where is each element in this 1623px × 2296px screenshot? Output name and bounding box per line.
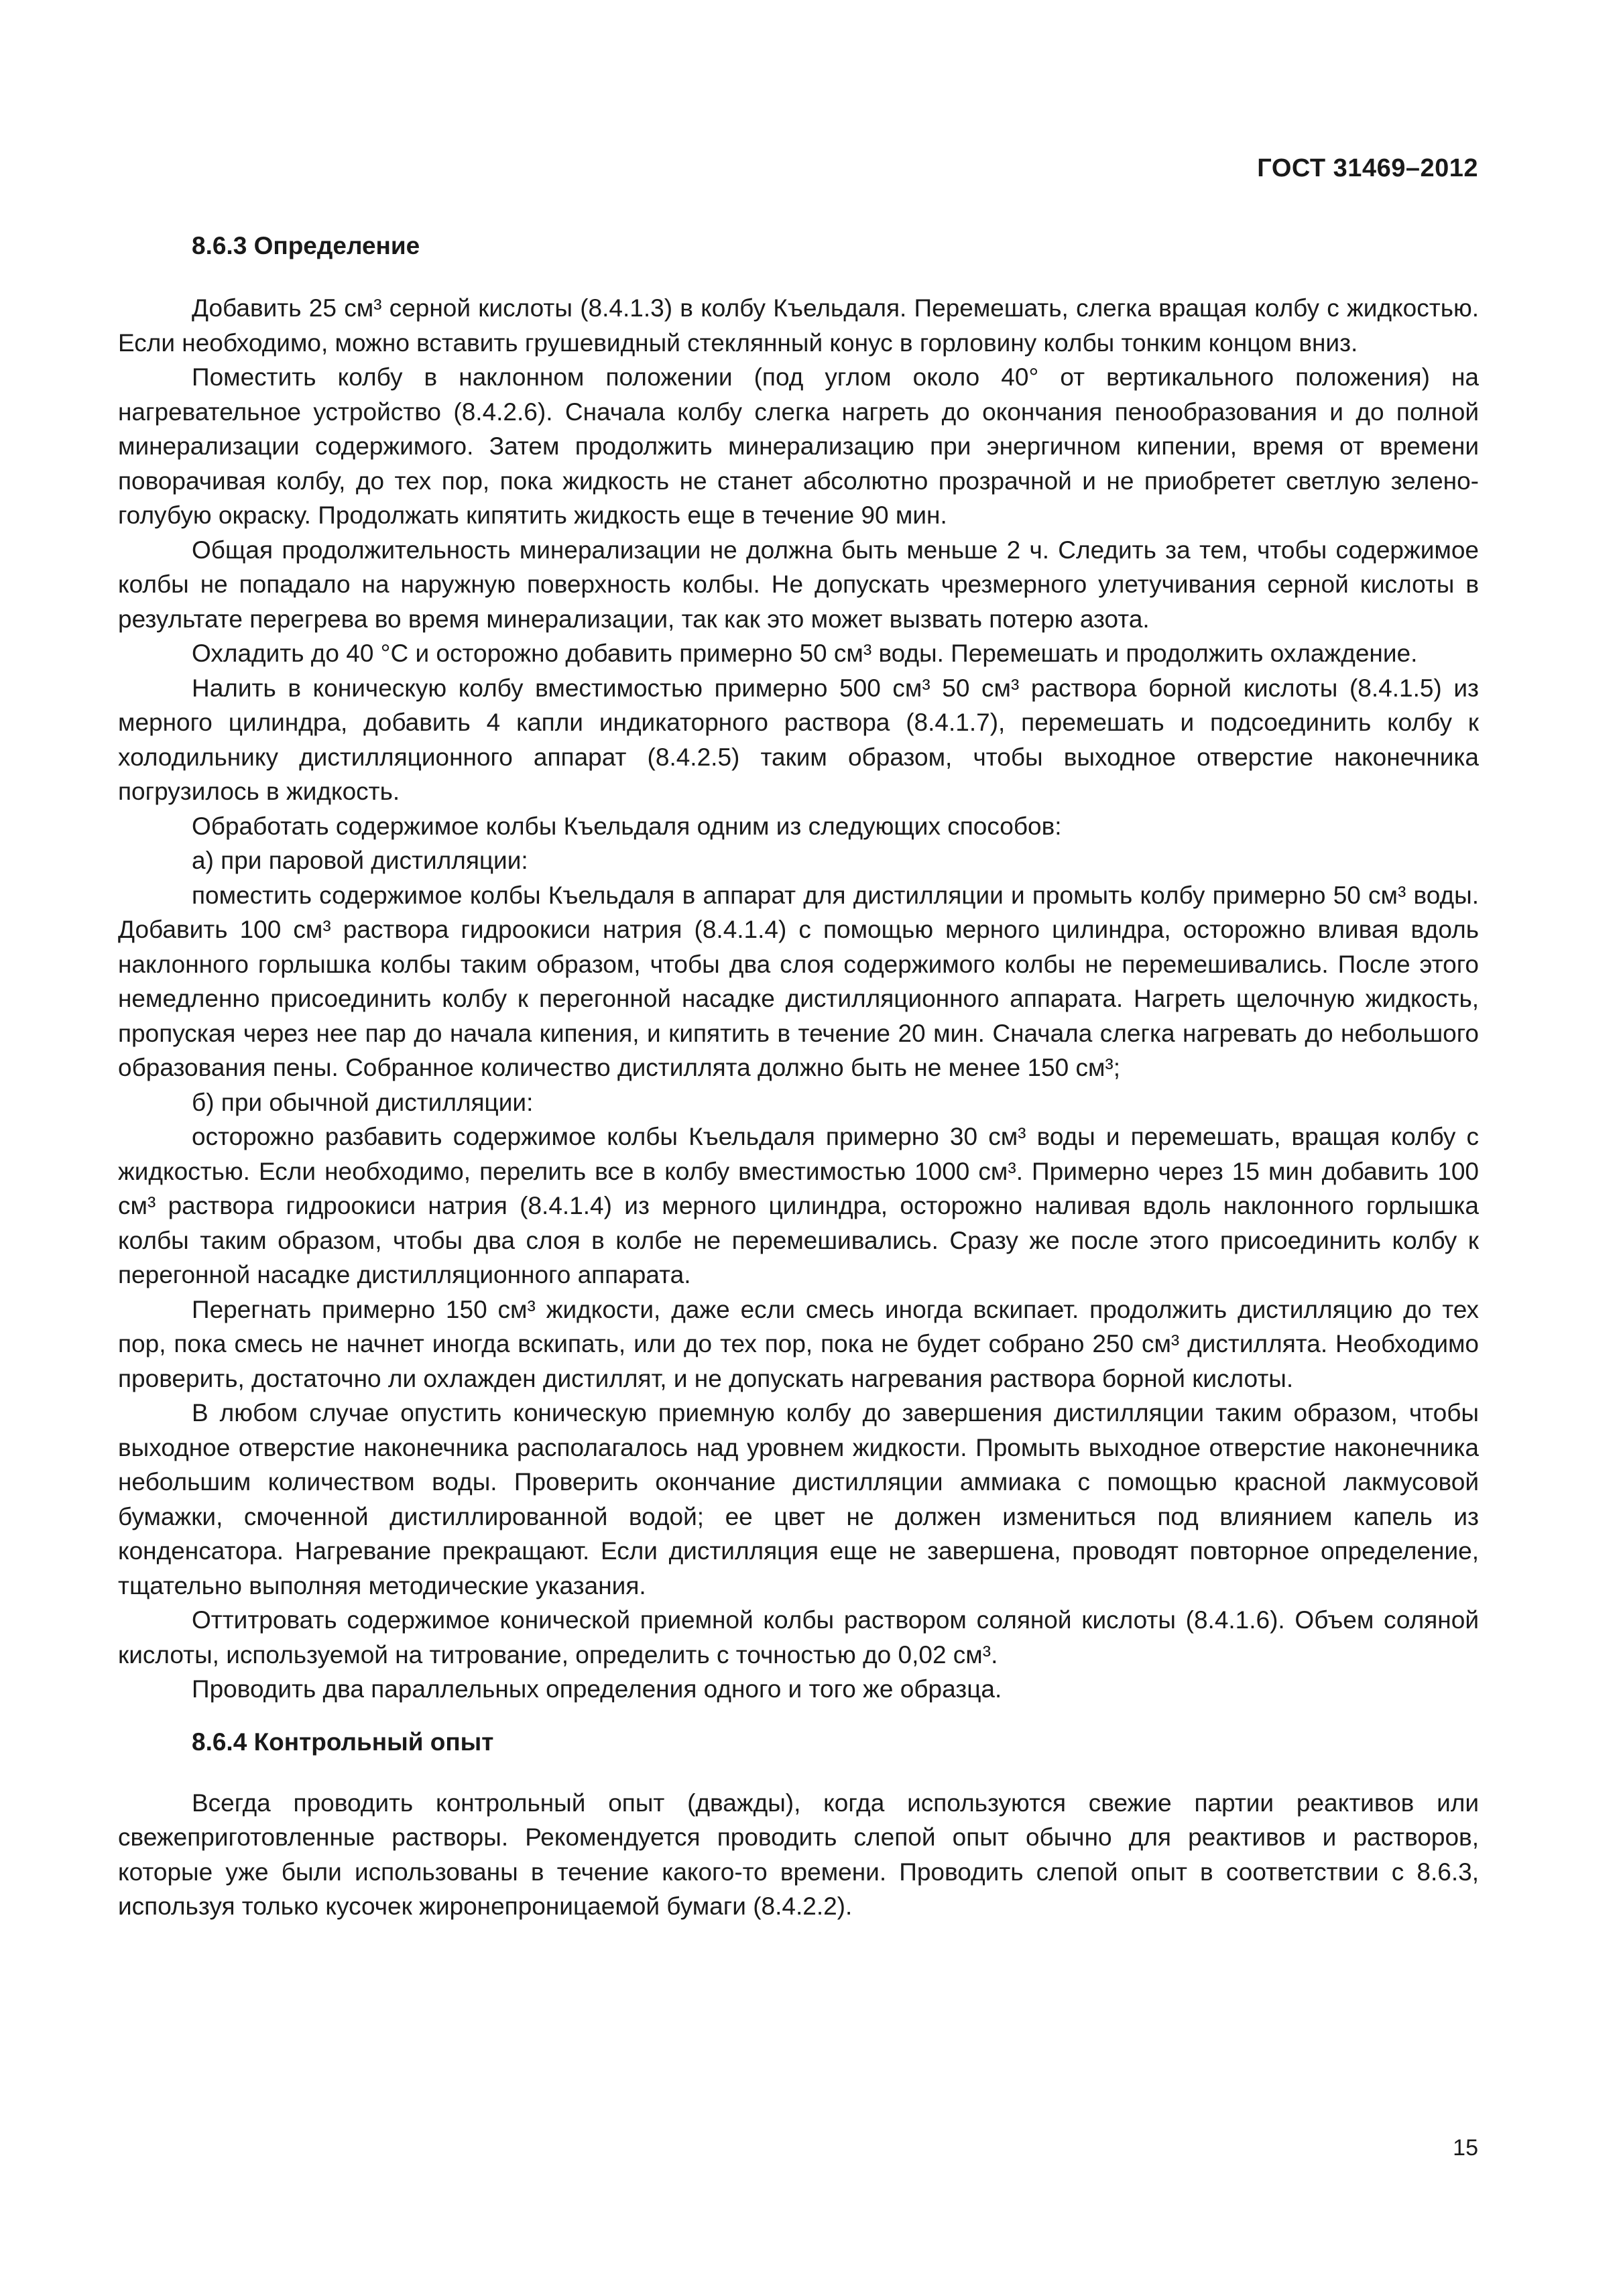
paragraph: Перегнать примерно 150 см³ жидкости, даже если смесь иногда вскипает. продолжить дистилляцию до тех пор, пока смесь не начнет иногда вскипать, или до тех пор, пока не будет собрано 250 см³ дистиллята. Необходимо проверить, достаточно ли охлажден дистиллят, и не допускать нагревания раствора борной кислоты.	[118, 1295, 1479, 1392]
document-body	[118, 228, 1479, 1924]
standard-header: ГОСТ 31469–2012	[1257, 154, 1478, 182]
paragraph: Налить в коническую колбу вместимостью примерно 500 см³ 50 см³ раствора борной кислоты (8.4.1.5) из мерного цилиндра, добавить 4 капли индикаторного раствора (8.4.1.7), перемешать и подсоединить колбу к холодильнику дистилляционного аппарат (8.4.2.5) таким образом, чтобы выходное отверстие наконечника погрузилось в жидкость.	[118, 674, 1479, 805]
paragraph: Проводить два параллельных определения одного и того же образца.	[192, 1675, 1002, 1703]
list-item-label: б) при обычной дистилляции:	[192, 1088, 534, 1116]
paragraph: Оттитровать содержимое конической приемной колбы раствором соляной кислоты (8.4.1.6). Объем соляной кислоты, используемой на титрование, определить с точностью до 0,02 см³.	[118, 1606, 1479, 1669]
page-number: 15	[1453, 2135, 1478, 2161]
paragraph: Охладить до 40 °С и осторожно добавить примерно 50 см³ воды. Перемешать и продолжить охлаждение.	[192, 640, 1418, 667]
paragraph: поместить содержимое колбы Къельдаля в аппарат для дистилляции и промыть колбу примерно 50 см³ воды. Добавить 100 см³ раствора гидроокиси натрия (8.4.1.4) с помощью мерного цилиндра, осторожно вливая вдоль наклонного горлышка колбы таким образом, чтобы два слоя содержимого колбы не перемешивались. После этого немедленно присоединить колбу к перегонной насадке дистилляционного аппарата. Нагреть щелочную жидкость, пропуская через нее пар до начала кипения, и кипятить в течение 20 мин. Сначала слегка нагревать до небольшого образования пены. Собранное количество дистиллята должно быть не менее 150 см³;	[118, 881, 1479, 1081]
paragraph: В любом случае опустить коническую приемную колбу до завершения дистилляции таким образом, чтобы выходное отверстие наконечника располагалось над уровнем жидкости. Промыть выходное отверстие наконечника небольшим количеством воды. Проверить окончание дистилляции аммиака с помощью красной лакмусовой бумажки, смоченной дистиллированной водой; ее цвет не должен измениться под влиянием капель из конденсатора. Нагревание прекращают. Если дистилляция еще не завершена, проводят повторное определение, тщательно выполняя методические указания.	[118, 1399, 1479, 1599]
paragraph: Обработать содержимое колбы Къельдаля одним из следующих способов:	[192, 812, 1062, 840]
paragraph: Всегда проводить контрольный опыт (дважды), когда используются свежие партии реактивов или свежеприготовленные растворы. Рекомендуется проводить слепой опыт обычно для реактивов и растворов, которые уже были использованы в течение какого-то времени. Проводить слепой опыт в соответствии с 8.6.3, используя только кусочек жиронепроницаемой бумаги (8.4.2.2).	[118, 1789, 1479, 1920]
paragraph: Поместить колбу в наклонном положении (под углом около 40° от вертикального положения) на нагревательное устройство (8.4.2.6). Сначала колбу слегка нагреть до окончания пенообразования и до полной минерализации содержимого. Затем продолжить минерализацию при энергичном кипении, время от времени поворачивая колбу, до тех пор, пока жидкость не станет абсолютно прозрачной и не приобретет светлую зелено-голубую окраску. Продолжать кипятить жидкость еще в течение 90 мин.	[118, 363, 1479, 529]
paragraph: Общая продолжительность минерализации не должна быть меньше 2 ч. Следить за тем, чтобы содержимое колбы не попадало на наружную поверхность колбы. Не допускать чрезмерного улетучивания серной кислоты в результате перегрева во время минерализации, так как это может вызвать потерю азота.	[118, 536, 1479, 633]
paragraph: Добавить 25 см³ серной кислоты (8.4.1.3) в колбу Къельдаля. Перемешать, слегка вращая колбу с жидкостью. Если необходимо, можно вставить грушевидный стеклянный конус в горловину колбы тонким концом вниз.	[118, 294, 1479, 357]
section-heading-8-6-4: 8.6.4 Контрольный опыт	[192, 1728, 494, 1756]
section-heading-8-6-3: 8.6.3 Определение	[192, 232, 420, 259]
paragraph: осторожно разбавить содержимое колбы Къельдаля примерно 30 см³ воды и перемешать, вращая колбу с жидкостью. Если необходимо, перелить все в колбу вместимостью 1000 см³. Примерно через 15 мин добавить 100 см³ раствора гидроокиси натрия (8.4.1.4) из мерного цилиндра, осторожно наливая вдоль наклонного горлышка колбы таким образом, чтобы два слоя в колбе не перемешивались. Сразу же после этого присоединить колбу к перегонной насадке дистилляционного аппарата.	[118, 1123, 1479, 1288]
list-item-label: а) при паровой дистилляции:	[192, 847, 528, 874]
